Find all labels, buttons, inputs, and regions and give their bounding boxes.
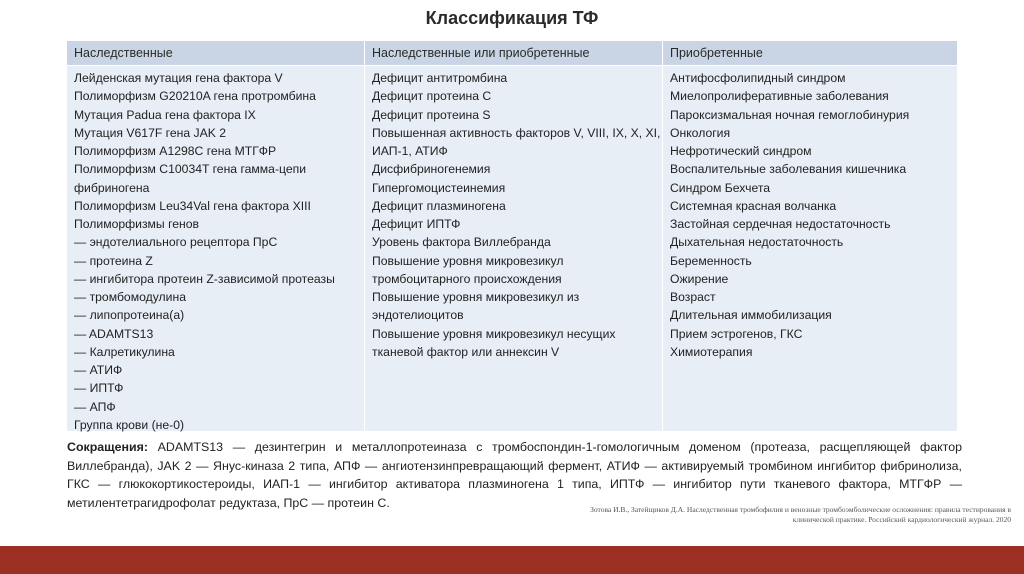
table-cell-line: Миелопролиферативные заболевания (670, 89, 889, 104)
column-header: Приобретенные (663, 41, 957, 66)
abbreviations-footnote (67, 438, 962, 512)
table-cell-line: Дефицит протеина S (372, 107, 491, 122)
table-cell-line: Застойная сердечная недостаточность (670, 217, 891, 231)
table-cell-line: — АТИФ (74, 363, 123, 377)
table-cell-line: тромбоцитарного происхождения (372, 271, 562, 286)
table-cell-line: Дыхательная недостаточность (670, 235, 844, 250)
table-cell-line: тканевой фактор или аннексин V (372, 344, 560, 359)
table-cell-line: — АПФ (74, 399, 116, 414)
table-cell-line: Дефицит антитромбина (372, 71, 508, 85)
citation-line: клинической практике. Российский кардиологический журнал. 2020 (792, 515, 1011, 524)
table-cell-line: Воспалительные заболевания кишечника (670, 162, 907, 177)
table-cell-line: Беременность (670, 253, 752, 268)
table-cell-line: Повышенная активность факторов V, VIII, IX, X, XI, (372, 125, 661, 140)
table-cell-line: — ИПТФ (74, 381, 124, 396)
table-cell-line: Мутация Padua гена фактора IX (74, 107, 256, 122)
table-cell-line: Повышение уровня микровезикул из (372, 290, 580, 304)
table-cell-line: Пароксизмальная ночная гемоглобинурия (670, 107, 910, 122)
table-cell-line: — протеина Z (74, 253, 153, 268)
table-cell-line: Гипергомоцистеинемия (372, 180, 506, 195)
table-cell-line: Системная красная волчанка (670, 198, 837, 213)
slide-title: Классификация ТФ (425, 8, 599, 28)
table-cell-line: Лейденская мутация гена фактора V (74, 71, 283, 85)
source-citation (491, 505, 1011, 525)
table-cell-line: — липопротеина(а) (74, 308, 185, 323)
table-cell-line: Группа крови (не-0) (74, 417, 185, 432)
table-cell-line: ИАП-1, АТИФ (372, 144, 448, 158)
table-cell-line: Возраст (670, 290, 716, 304)
classification-table (67, 41, 957, 431)
table-cell-line: фибриногена (74, 180, 150, 195)
table-cell-line: Дисфибриногенемия (372, 162, 491, 177)
table-cell-line: Прием эстрогенов, ГКС (670, 326, 803, 341)
table-cell-line: — ингибитора протеин Z-зависимой протеазы (74, 271, 335, 286)
column-body (365, 66, 662, 361)
table-cell-line: Мутация V617F гена JAK 2 (74, 125, 227, 140)
table-cell-line: Дефицит плазминогена (372, 198, 506, 213)
table-cell-line: Ожирение (670, 271, 729, 286)
table-cell-line: — эндотелиального рецептора ПрС (74, 235, 278, 250)
table-cell-line: Дефицит протеина C (372, 89, 492, 104)
column-header: Наследственные или приобретенные (365, 41, 662, 66)
table-cell-line: Полиморфизм A1298C гена МТГФР (74, 144, 277, 158)
table-cell-line: Полиморфизм G20210A гена протромбина (74, 89, 316, 104)
table-cell-line: эндотелиоцитов (372, 308, 464, 323)
column-body (663, 66, 957, 361)
table-cell-line: Нефротический синдром (670, 144, 812, 158)
footnote-label: Сокращения: (67, 440, 148, 454)
table-cell-line: Полиморфизм C10034T гена гамма-цепи (74, 162, 307, 177)
column-acquired (662, 41, 957, 431)
table-cell-line: — Калретикулина (74, 344, 175, 359)
footnote-text: ADAMTS13 — дезинтегрин и металлопротеиназа с тромбоспондин-1-гомологичным доменом (протеаза, расщепляющей фактор Виллебранда), JAK 2 — Янус-киназа 2 типа, АПФ — ангиотензинпревращающий фермент, АТИФ — активируемый тромбином ингибитор фибринолиза, ГКС — глюкокортикостероиды, ИАП-1 — ингибитор активатора плазминогена 1 типа, ИПТФ — ингибитор пути тканевого фактора, МТГФР — метилентетрагидрофолат редуктаза, ПрС — протеин С. (67, 440, 962, 510)
table-cell-line: — ADAMTS13 (74, 326, 154, 341)
citation-line: Зотова И.В., Затейщиков Д.А. Наследственная тромбофилия и венозные тромбоэмболические осложнения: правила тестирования в (590, 505, 1011, 514)
table-cell-line: Длительная иммобилизация (670, 308, 832, 323)
column-hereditary-or-acquired (364, 41, 662, 431)
table-cell-line: Химиотерапия (670, 344, 753, 359)
table-cell-line: Дефицит ИПТФ (372, 217, 461, 231)
table-cell-line: Онкология (670, 125, 731, 140)
table-cell-line: Антифосфолипидный синдром (670, 71, 846, 85)
table-cell-line: Уровень фактора Виллебранда (372, 235, 551, 250)
column-body (67, 66, 364, 434)
table-cell-line: Полиморфизм Leu34Val гена фактора XIII (74, 198, 311, 213)
table-cell-line: — тромбомодулина (74, 290, 186, 304)
table-cell-line: Синдром Бехчета (670, 180, 771, 195)
column-header: Наследственные (67, 41, 364, 66)
bottom-accent-bar (0, 546, 1024, 574)
table-cell-line: Полиморфизмы генов (74, 217, 200, 231)
column-hereditary (67, 41, 364, 431)
table-cell-line: Повышение уровня микровезикул несущих (372, 326, 616, 341)
table-cell-line: Повышение уровня микровезикул (372, 253, 564, 268)
